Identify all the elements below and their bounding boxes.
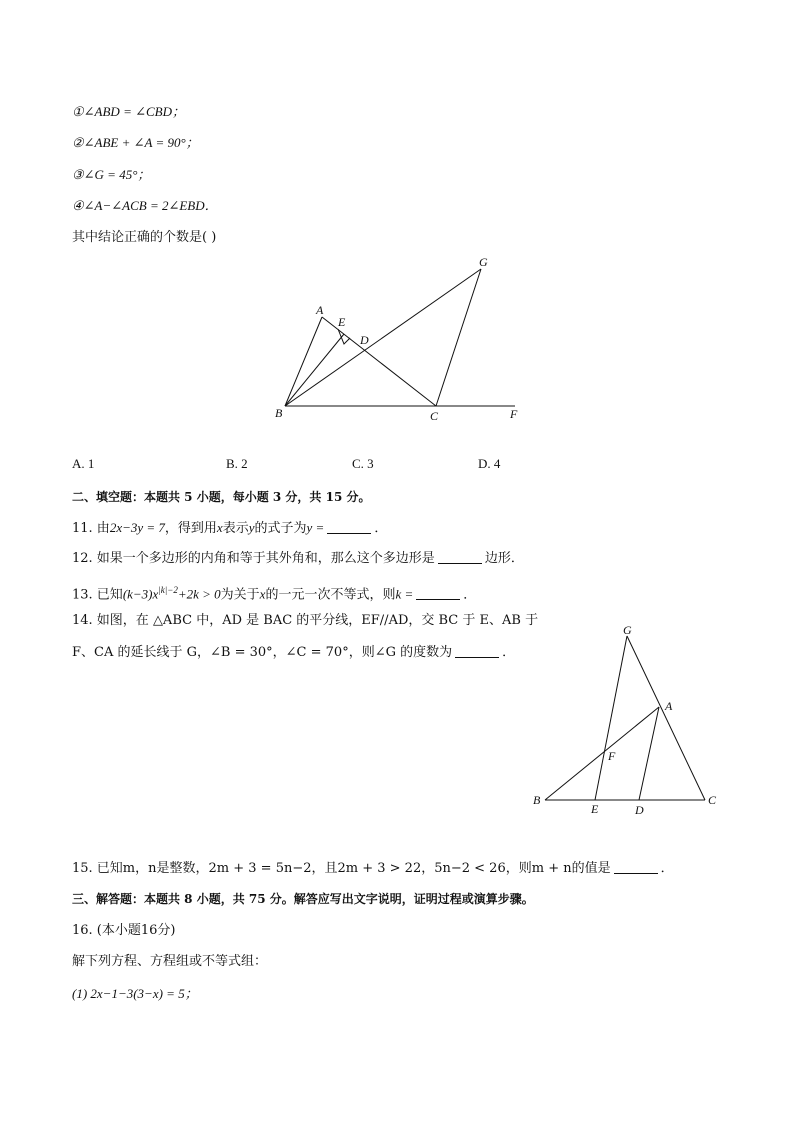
answer-blank xyxy=(327,521,371,534)
question-11 xyxy=(72,519,387,538)
label-D: D xyxy=(635,803,644,817)
geometry-figure-1 xyxy=(260,248,550,428)
answer-blank xyxy=(438,551,482,564)
q11-prefix: 11. 由 xyxy=(72,521,110,536)
label-C: C xyxy=(430,409,439,423)
q13-end: ． xyxy=(463,587,477,603)
label-C: C xyxy=(708,793,717,807)
label-G: G xyxy=(479,255,488,269)
answer-blank xyxy=(455,645,499,658)
answer-blank xyxy=(614,861,658,874)
q13-expr2: +2k > 0 xyxy=(177,586,221,602)
statement-3: ③∠G = 45°； xyxy=(72,167,151,182)
q12-text: 12. 如果一个多边形的内角和等于其外角和，那么这个多边形是 xyxy=(72,551,435,566)
q11-equation: 2x−3y = 7 xyxy=(109,520,165,535)
question-14-line-2 xyxy=(72,644,515,662)
q13-var: x xyxy=(259,586,266,602)
q11-answer-lhs: y = xyxy=(306,520,325,535)
q13-prefix: 13. 已知 xyxy=(72,587,123,603)
q13-mid: 为关于 xyxy=(220,587,260,603)
label-A: A xyxy=(665,699,673,713)
q11-mid: ，得到用 xyxy=(164,521,217,536)
geometry-figure-2 xyxy=(525,618,735,818)
label-G: G xyxy=(623,623,632,637)
choice-c: C. 3 xyxy=(352,456,374,471)
statement-4: ④∠A−∠ACB = 2∠EBD． xyxy=(72,198,218,213)
q11-mid3: 的式子为 xyxy=(254,521,307,536)
label-A: A xyxy=(316,303,324,317)
q11-var-y: y xyxy=(248,520,255,535)
choice-d: D. 4 xyxy=(478,456,501,471)
q12-end: 边形． xyxy=(484,551,524,566)
question-16-instructions: 解下列方程、方程组或不等式组： xyxy=(72,954,268,969)
q15-end: ． xyxy=(660,861,674,876)
q14-text: F、CA 的延长线于 G，∠B = 30°，∠C = 70°，则∠G 的度数为 xyxy=(72,645,453,660)
label-D: D xyxy=(360,333,369,347)
label-F: F xyxy=(510,407,518,421)
q15-text: 15. 已知m，n是整数，2m + 3 = 5n−2，且2m + 3 > 22，5n−2 < 26，则m + n的值是 xyxy=(72,861,611,876)
q11-mid2: 表示 xyxy=(222,521,249,536)
q11-var-x: x xyxy=(216,520,223,535)
q13-mid2: 的一元一次不等式，则 xyxy=(265,587,396,603)
label-E: E xyxy=(591,802,599,816)
statement-2: ②∠ABE + ∠A = 90°； xyxy=(72,135,199,150)
q14-end: ． xyxy=(502,645,516,660)
label-B: B xyxy=(533,793,541,807)
question-13 xyxy=(72,581,476,604)
section-2-heading: 二、填空题：本题共 5 小题，每小题 3 分，共 15 分。 xyxy=(72,490,371,504)
question-16-part-1: (1) 2x−1−3(3−x) = 5； xyxy=(72,986,198,1001)
question-prompt: 其中结论正确的个数是( ) xyxy=(72,230,217,245)
q13-answer-lhs: k = xyxy=(395,586,414,602)
label-E: E xyxy=(338,315,346,329)
section-3-heading: 三、解答题：本题共 8 小题，共 75 分。解答应写出文字说明，证明过程或演算步骤。 xyxy=(72,892,534,906)
question-16-title: 16. (本小题16分) xyxy=(72,923,176,938)
answer-blank xyxy=(416,587,460,600)
q11-end: ． xyxy=(374,521,388,536)
choice-a: A. 1 xyxy=(72,456,95,471)
question-15 xyxy=(72,860,674,878)
label-F: F xyxy=(608,749,616,763)
question-12 xyxy=(72,550,524,568)
statement-1: ①∠ABD = ∠CBD； xyxy=(72,104,185,119)
q13-exponent: |k|−2 xyxy=(158,585,178,595)
q13-expr: (k−3)x xyxy=(122,586,159,602)
choice-b: B. 2 xyxy=(226,456,248,471)
label-B: B xyxy=(275,406,283,420)
question-14-line-1: 14. 如图，在 △ABC 中，AD 是 BAC 的平分线，EF//AD，交 BC 于 E、AB 于 xyxy=(72,613,539,628)
